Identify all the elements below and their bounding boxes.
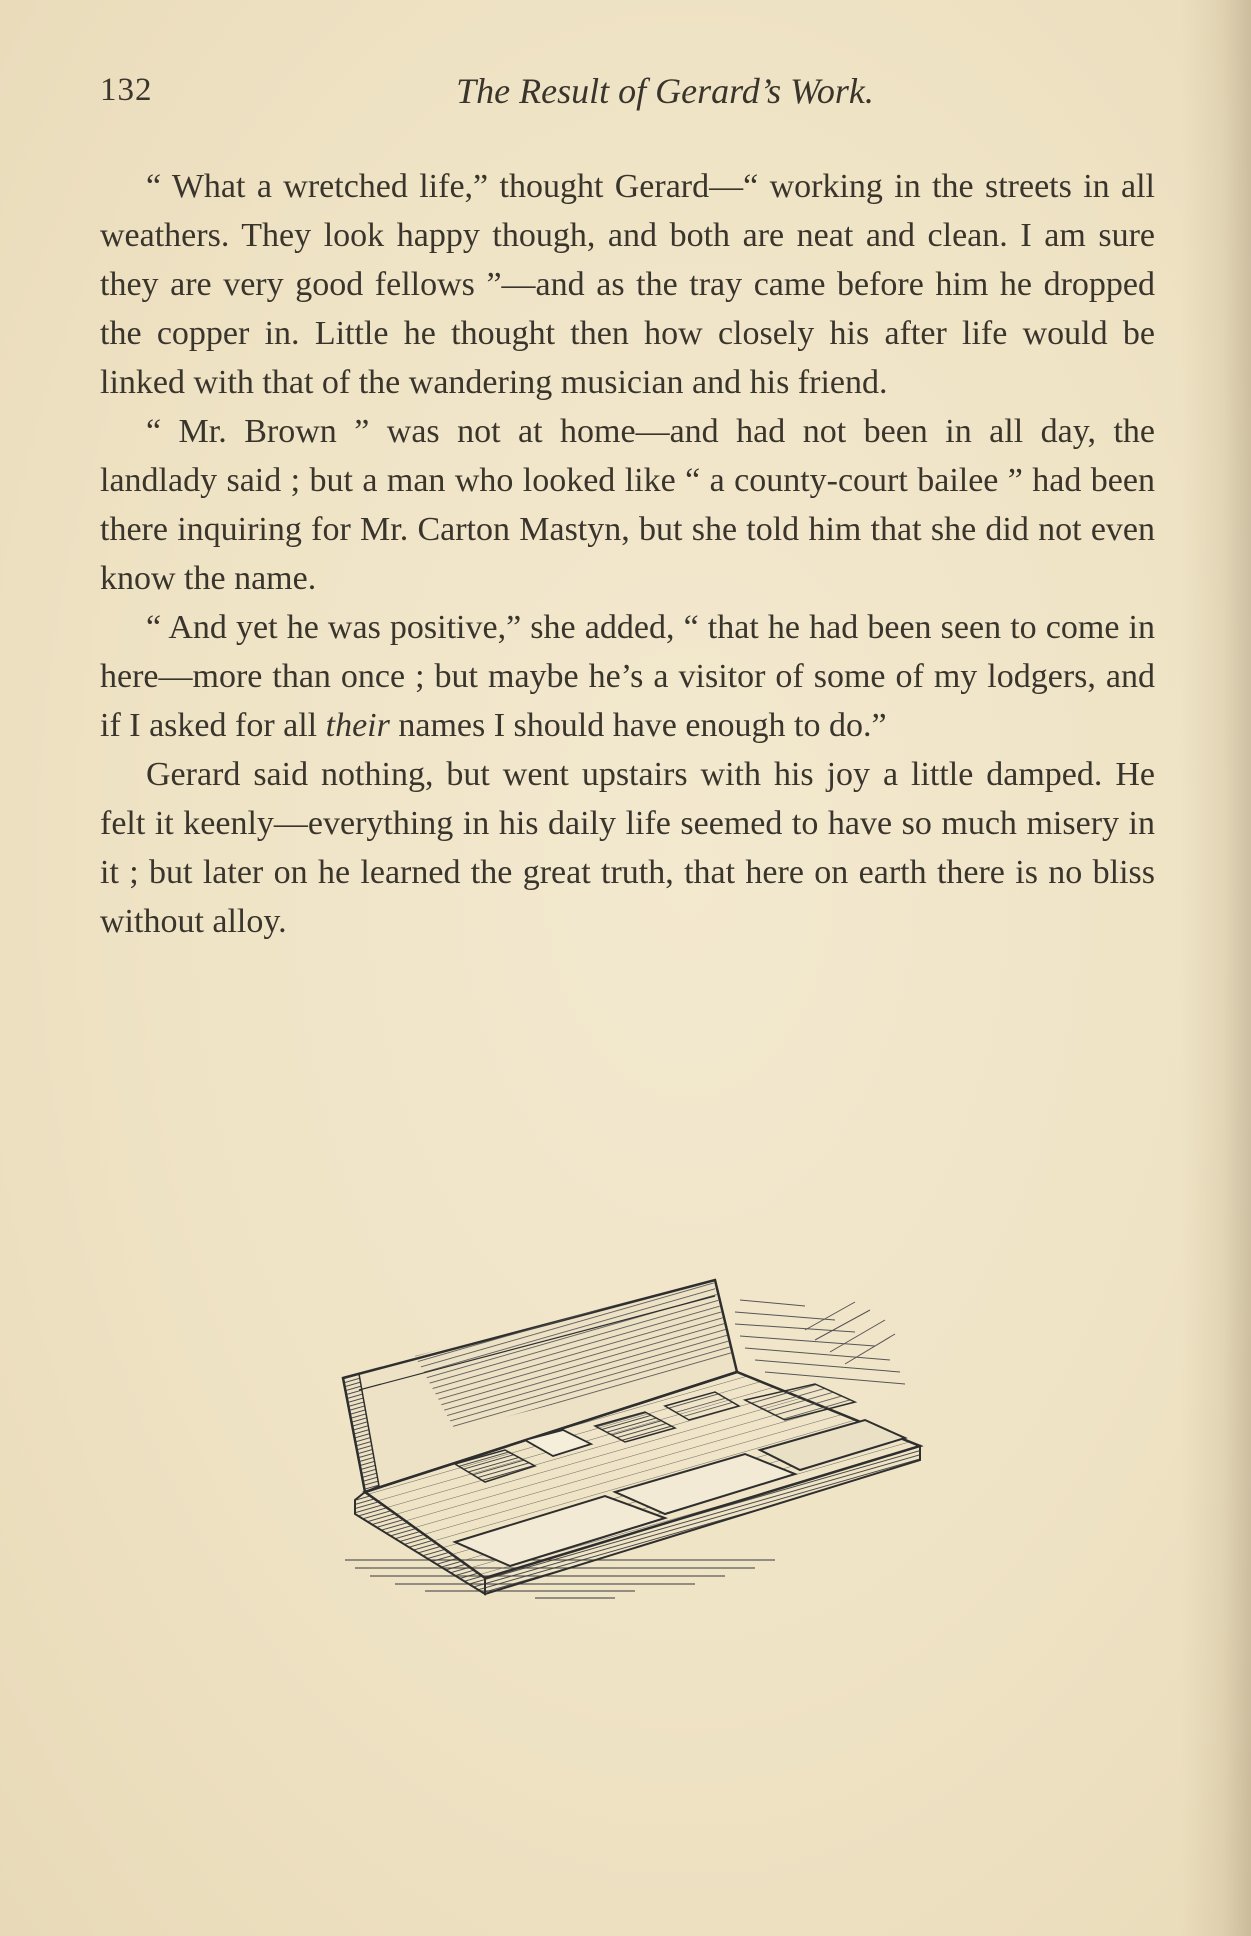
running-title: The Result of Gerard’s Work.	[456, 71, 874, 111]
paint-box-engraving-icon	[335, 1260, 925, 1620]
paragraph-3-after: names I should have enough to do.”	[389, 707, 887, 744]
paragraph-2: “ Mr. Brown ” was not at home—and had not been in all day, the landlady said ; but a man who looked like “ a county-court bailee ” had been there inquiring for Mr. Carton Mastyn, but she told him that she did not even know the name.	[100, 413, 1155, 597]
paragraph-1: “ What a wretched life,” thought Gerard—“ working in the streets in all weathers. They look happy though, and both are neat and clean. I am sure they are very good fellows ”—and as the tray came before him he dropped the copper in. Little he thought then how closely his after life would be linked with that of the wandering musician and his friend.	[100, 168, 1155, 401]
paragraph-3	[100, 603, 1155, 750]
paragraph-3-emphasis: their	[325, 707, 390, 744]
paragraph-4: Gerard said nothing, but went upstairs with his joy a little damped. He felt it keenly—everything in his daily life seemed to have so much misery in it ; but later on he learned the great truth, that here on earth there is no bliss without alloy.	[100, 756, 1155, 940]
page-number: 132	[100, 72, 153, 108]
body-text	[100, 162, 1155, 946]
page-header	[100, 72, 1150, 122]
paragraph-3-before: “ And yet he was positive,” she added, “ that he had been seen to come in here—more than once ; but maybe he’s a visitor of some of my lodgers, and if I asked for all	[100, 609, 1155, 744]
binding-gutter-shadow	[1181, 0, 1251, 1936]
